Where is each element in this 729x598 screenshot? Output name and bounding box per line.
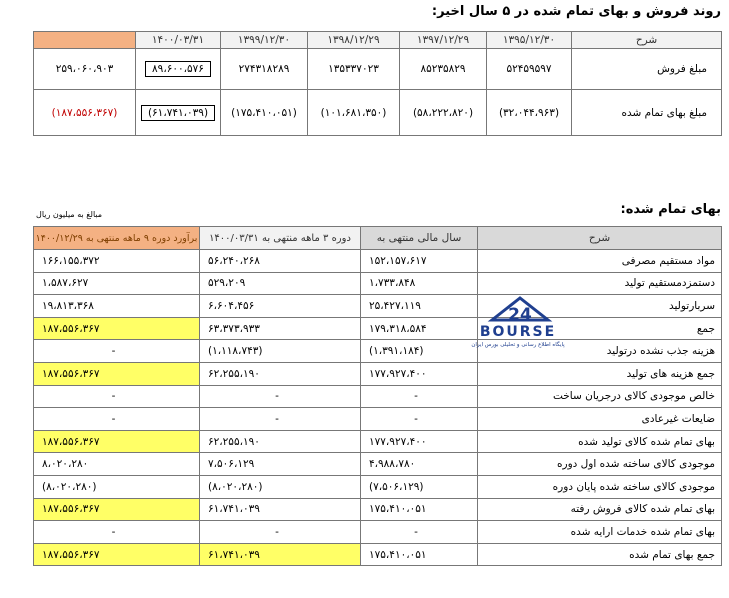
value-cell: ۸۵۲۳۵۸۲۹	[400, 49, 487, 90]
value-cell: ۴،۹۸۸،۷۸۰	[361, 453, 478, 476]
cost-table-body	[34, 250, 722, 566]
header-cell: شرح	[478, 227, 722, 250]
value-cell: ۱۷۹،۳۱۸،۵۸۴	[361, 317, 478, 340]
value-cell: (۸،۰۲۰،۲۸۰)	[200, 475, 361, 498]
value-cell: -	[200, 408, 361, 431]
value-cell: ۲۵،۴۲۷،۱۱۹	[361, 295, 478, 318]
row-label: موجودی کالای ساخته شده اول دوره	[478, 453, 722, 476]
header-cell: ۱۳۹۸/۱۲/۲۹	[308, 32, 400, 49]
table-row	[34, 430, 722, 453]
value-cell: ۲۵۹،۰۶۰،۹۰۳	[34, 49, 136, 90]
row-label: دستمزدمستقیم تولید	[478, 272, 722, 295]
section2-title: بهای تمام شده:	[620, 202, 721, 217]
value-cell: ۸،۰۲۰،۲۸۰	[34, 453, 200, 476]
table-row	[34, 453, 722, 476]
row-label: جمع هزینه های تولید	[478, 362, 722, 385]
value-cell: -	[34, 521, 200, 544]
value-cell: ۱۶۶،۱۵۵،۳۷۲	[34, 250, 200, 273]
value-cell: ۵۲۹،۲۰۹	[200, 272, 361, 295]
value-cell: ۵۲۴۵۹۵۹۷	[487, 49, 572, 90]
svg-text:BOURSE: BOURSE	[479, 324, 557, 340]
table-row	[34, 317, 722, 340]
value-cell: (۱۰۱،۶۸۱،۳۵۰)	[308, 90, 400, 136]
value-cell: ۷،۵۰۶،۱۲۹	[200, 453, 361, 476]
table-row	[34, 250, 722, 273]
value-cell: ۶۱،۷۴۱،۰۳۹	[200, 543, 361, 566]
header-cell: ۱۳۹۵/۱۲/۳۰	[487, 32, 572, 49]
boxed-value: ۸۹،۶۰۰،۵۷۶	[145, 61, 211, 77]
value-cell: -	[34, 340, 200, 363]
sales-trend-table	[33, 31, 722, 136]
value-cell: ۱۵۲،۱۵۷،۶۱۷	[361, 250, 478, 273]
value-cell: (۱،۳۹۱،۱۸۴)	[361, 340, 478, 363]
table-row	[34, 521, 722, 544]
header-cell: ۱۳۹۷/۱۲/۲۹	[400, 32, 487, 49]
row-label: جمع بهای تمام شده	[478, 543, 722, 566]
boxed-value: (۶۱،۷۴۱،۰۳۹)	[141, 105, 215, 121]
row-label: خالص موجودی کالای درجریان ساخت	[478, 385, 722, 408]
value-cell	[136, 49, 221, 90]
table-row	[34, 362, 722, 385]
table-row	[34, 408, 722, 431]
value-cell: ۱۷۵،۴۱۰،۰۵۱	[361, 543, 478, 566]
table-row	[34, 385, 722, 408]
header-cell: سال مالی منتهی به	[361, 227, 478, 250]
value-cell: ۱۷۷،۹۲۷،۴۰۰	[361, 430, 478, 453]
value-cell: ۱۸۷،۵۵۶،۳۶۷	[34, 498, 200, 521]
value-cell: (۷،۵۰۶،۱۲۹)	[361, 475, 478, 498]
value-cell: ۵۶،۲۴۰،۲۶۸	[200, 250, 361, 273]
value-cell: ۱،۵۸۷،۶۲۷	[34, 272, 200, 295]
value-cell: -	[361, 521, 478, 544]
value-cell: (۱،۱۱۸،۷۴۳)	[200, 340, 361, 363]
bourse24-logo	[462, 296, 574, 348]
cost-table	[33, 226, 722, 566]
unit-note: مبالغ به میلیون ریال	[36, 210, 103, 219]
value-cell: (۵۸،۲۲۲،۸۲۰)	[400, 90, 487, 136]
svg-text:پایگاه اطلاع رسانی و تحلیلی بو: پایگاه اطلاع رسانی و تحلیلی بورس ایران	[471, 342, 565, 348]
svg-text:24: 24	[508, 305, 532, 325]
value-cell: ۱۳۵۳۳۷۰۲۳	[308, 49, 400, 90]
value-cell: (۳۲،۰۴۴،۹۶۳)	[487, 90, 572, 136]
value-cell: ۱،۷۳۳،۸۴۸	[361, 272, 478, 295]
table-row	[34, 90, 722, 136]
value-cell: ۱۸۷،۵۵۶،۳۶۷	[34, 362, 200, 385]
value-cell: ۶،۶۰۴،۴۵۶	[200, 295, 361, 318]
value-cell: ۶۲،۲۵۵،۱۹۰	[200, 362, 361, 385]
value-cell: (۱۷۵،۴۱۰،۰۵۱)	[221, 90, 308, 136]
header-cell: دوره ۳ ماهه منتهی به ۱۴۰۰/۰۳/۳۱	[200, 227, 361, 250]
value-cell: -	[200, 521, 361, 544]
table-row	[34, 49, 722, 90]
row-label: مواد مستقیم مصرفی	[478, 250, 722, 273]
row-label: مبلغ بهای تمام شده	[572, 90, 722, 136]
row-label: بهای تمام شده کالای فروش رفته	[478, 498, 722, 521]
value-cell: -	[34, 385, 200, 408]
value-cell: ۱۸۷،۵۵۶،۳۶۷	[34, 430, 200, 453]
value-cell: ۶۱،۷۴۱،۰۳۹	[200, 498, 361, 521]
table-row	[34, 498, 722, 521]
table-row	[34, 475, 722, 498]
header-cell: برآورد دوره ۹ ماهه منتهی به ۱۴۰۰/۱۲/۲۹	[34, 227, 200, 250]
table-row	[34, 295, 722, 318]
value-cell: ۱۷۵،۴۱۰،۰۵۱	[361, 498, 478, 521]
row-label: موجودی کالای ساخته شده پایان دوره	[478, 475, 722, 498]
value-cell: ۲۷۴۳۱۸۲۸۹	[221, 49, 308, 90]
value-cell: ۱۸۷،۵۵۶،۳۶۷	[34, 543, 200, 566]
value-cell: -	[361, 385, 478, 408]
value-cell: -	[34, 408, 200, 431]
value-cell: -	[361, 408, 478, 431]
row-label: سربارتولید	[478, 295, 722, 318]
table-row	[34, 543, 722, 566]
row-label: ضایعات غیرعادی	[478, 408, 722, 431]
row-label: جمع	[478, 317, 722, 340]
value-cell: ۶۳،۳۷۳،۹۳۳	[200, 317, 361, 340]
row-label: هزینه جذب نشده درتولید	[478, 340, 722, 363]
header-cell-empty	[34, 32, 136, 49]
value-cell: (۱۸۷،۵۵۶،۳۶۷)	[34, 90, 136, 136]
row-label: بهای تمام شده خدمات ارایه شده	[478, 521, 722, 544]
table-row	[34, 340, 722, 363]
value-cell: ۱۸۷،۵۵۶،۳۶۷	[34, 317, 200, 340]
header-cell: ۱۴۰۰/۰۳/۳۱	[136, 32, 221, 49]
table-row	[34, 272, 722, 295]
header-cell: شرح	[572, 32, 722, 49]
section1-title: روند فروش و بهای تمام شده در ۵ سال اخیر:	[431, 4, 721, 19]
row-label: مبلغ فروش	[572, 49, 722, 90]
value-cell: ۱۷۷،۹۲۷،۴۰۰	[361, 362, 478, 385]
value-cell: ۱۹،۸۱۳،۳۶۸	[34, 295, 200, 318]
value-cell: (۸،۰۲۰،۲۸۰)	[34, 475, 200, 498]
row-label: بهای تمام شده کالای تولید شده	[478, 430, 722, 453]
header-cell: ۱۳۹۹/۱۲/۳۰	[221, 32, 308, 49]
value-cell: ۶۲،۲۵۵،۱۹۰	[200, 430, 361, 453]
value-cell	[136, 90, 221, 136]
value-cell: -	[200, 385, 361, 408]
